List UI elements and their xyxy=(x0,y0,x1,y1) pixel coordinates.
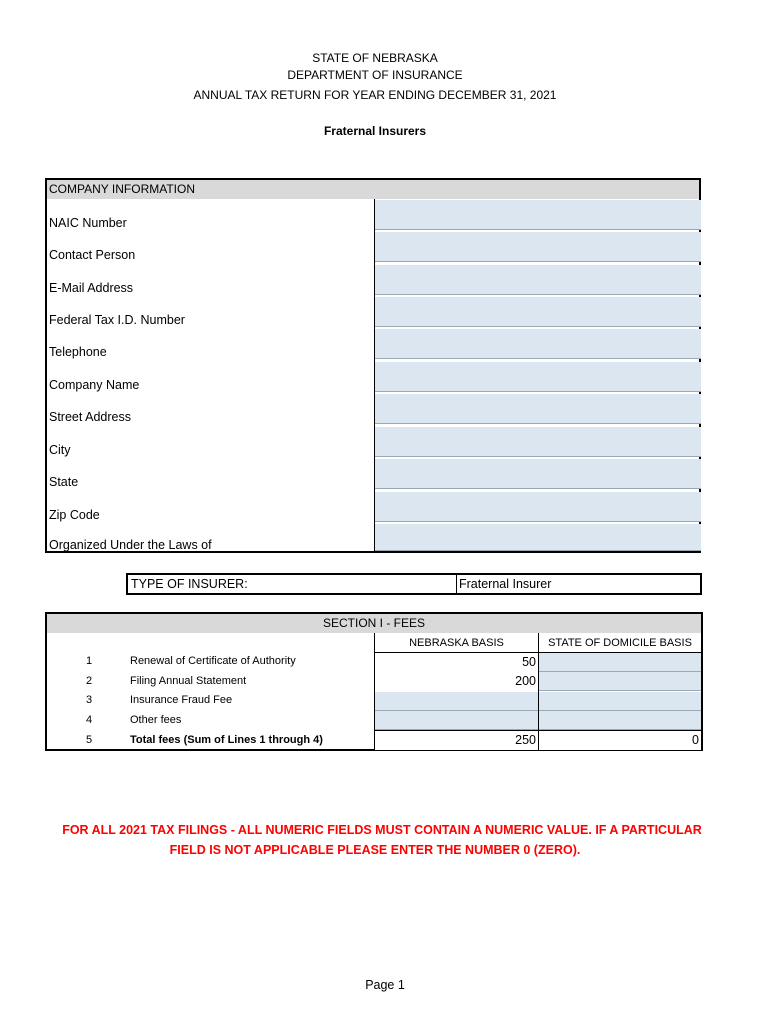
fee-line-description: Filing Annual Statement xyxy=(130,675,247,687)
company-information-title: COMPANY INFORMATION xyxy=(47,180,699,199)
fee-line-description: Other fees xyxy=(130,714,182,726)
insurer-type-value: Fraternal Insurer xyxy=(459,577,552,591)
federal-tax-id-field[interactable] xyxy=(375,297,701,327)
fee-line-description: Total fees (Sum of Lines 1 through 4) xyxy=(130,734,323,746)
state-field[interactable] xyxy=(375,459,701,489)
fee-line-description: Renewal of Certificate of Authority xyxy=(130,655,296,667)
renewal-domicile-field[interactable] xyxy=(539,653,701,672)
city-field[interactable] xyxy=(375,427,701,457)
fee-line-number: 1 xyxy=(85,655,93,667)
insurer-type-label: TYPE OF INSURER: xyxy=(131,577,248,591)
insurer-type-row xyxy=(126,573,702,595)
insurer-type-divider xyxy=(456,575,457,593)
other-fees-domicile-field[interactable] xyxy=(539,711,701,730)
email-address-field[interactable] xyxy=(375,265,701,295)
federal-tax-id-label: Federal Tax I.D. Number xyxy=(49,313,185,327)
header-line-department: DEPARTMENT OF INSURANCE xyxy=(287,68,463,82)
nebraska-basis-header: NEBRASKA BASIS xyxy=(409,637,504,649)
document-subtitle: Fraternal Insurers xyxy=(323,124,427,138)
fraud-fee-nebraska-field[interactable] xyxy=(375,692,538,711)
fee-line-number: 5 xyxy=(85,734,93,746)
fee-line-number: 3 xyxy=(85,694,93,706)
fees-section xyxy=(45,612,703,751)
street-address-label: Street Address xyxy=(49,410,131,424)
zip-code-label: Zip Code xyxy=(49,508,100,522)
city-label: City xyxy=(49,443,71,457)
total-fees-domicile-value: 0 xyxy=(539,731,701,750)
notice-line-1: FOR ALL 2021 TAX FILINGS - ALL NUMERIC FIELDS MUST CONTAIN A NUMERIC VALUE. IF A PARTICULAR xyxy=(62,823,702,837)
fee-line-number: 4 xyxy=(85,714,93,726)
street-address-field[interactable] xyxy=(375,394,701,424)
telephone-label: Telephone xyxy=(49,345,107,359)
organized-under-laws-field[interactable] xyxy=(375,524,701,551)
email-address-label: E-Mail Address xyxy=(49,281,134,295)
naic-number-label: NAIC Number xyxy=(49,216,127,230)
telephone-field[interactable] xyxy=(375,329,701,359)
company-name-label: Company Name xyxy=(49,378,140,392)
total-fees-nebraska-value: 250 xyxy=(375,731,538,750)
company-name-field[interactable] xyxy=(375,362,701,392)
fraud-fee-domicile-field[interactable] xyxy=(539,692,701,711)
filing-statement-nebraska-value: 200 xyxy=(375,672,538,691)
fee-line-number: 2 xyxy=(85,675,93,687)
header-line-state: STATE OF NEBRASKA xyxy=(312,51,438,65)
contact-person-label: Contact Person xyxy=(49,248,136,262)
renewal-nebraska-value: 50 xyxy=(375,653,538,672)
notice-line-2: FIELD IS NOT APPLICABLE PLEASE ENTER THE NUMBER 0 (ZERO). xyxy=(169,843,581,857)
company-information-section xyxy=(45,178,701,553)
other-fees-nebraska-field[interactable] xyxy=(375,711,538,730)
fees-section-title: SECTION I - FEES xyxy=(47,614,701,633)
zip-code-field[interactable] xyxy=(375,492,701,522)
naic-number-field[interactable] xyxy=(375,200,701,230)
state-label: State xyxy=(49,475,79,489)
domicile-basis-header: STATE OF DOMICILE BASIS xyxy=(548,637,692,649)
filing-statement-domicile-field[interactable] xyxy=(539,672,701,691)
contact-person-field[interactable] xyxy=(375,232,701,262)
page-number: Page 1 xyxy=(365,978,405,992)
numeric-fields-notice xyxy=(0,820,750,860)
header-line-title: ANNUAL TAX RETURN FOR YEAR ENDING DECEMBER 31, 2021 xyxy=(193,88,557,102)
fee-line-description: Insurance Fraud Fee xyxy=(130,694,233,706)
organized-under-laws-label: Organized Under the Laws of xyxy=(49,538,212,552)
